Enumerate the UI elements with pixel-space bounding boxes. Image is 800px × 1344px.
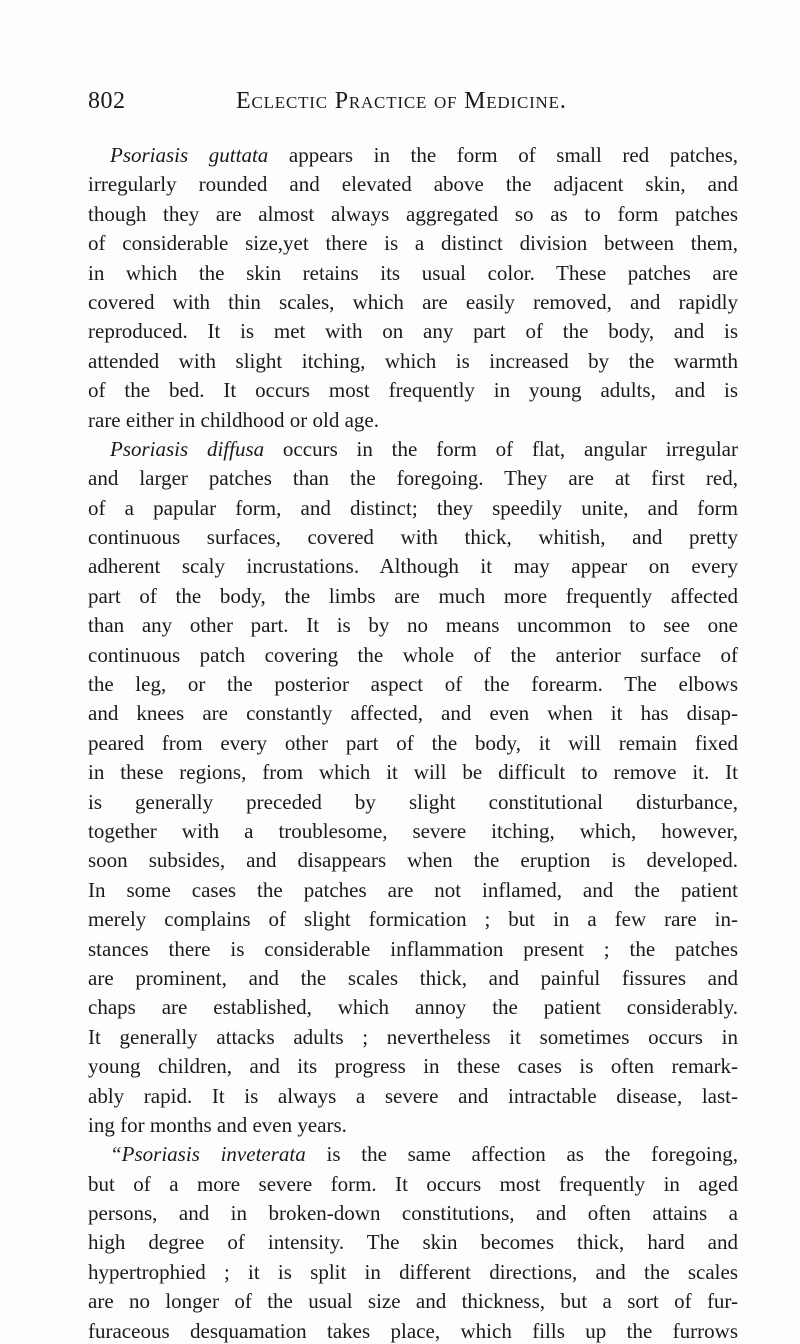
text-line: and knees are constantly affected, and even when it has disap- [88,701,738,726]
text-line: continuous surfaces, covered with thick, whitish, and pretty [88,525,738,550]
term-psoriasis-inveterata: “Psoriasis inveterata [110,1142,306,1167]
text-line: stances there is considerable inflammation present ; the patches [88,936,738,961]
text-line: part of the body, the limbs are much more frequently affected [88,583,738,608]
text-line: continuous patch covering the whole of the anterior surface of [88,642,738,667]
page-body [88,141,738,1344]
paragraph-psoriasis-inveterata [88,1140,738,1344]
text-line: are no longer of the usual size and thickness, but a sort of fur- [88,1289,738,1314]
text-line: merely complains of slight formication ; but in a few rare in- [88,907,738,932]
text-line: in these regions, from which it will be difficult to remove it. It [88,760,738,785]
text-line: hypertrophied ; it is split in different directions, and the scales [88,1259,738,1284]
text-line: “Psoriasis inveterata is the same affection as the foregoing, [110,1142,738,1167]
text-line: persons, and in broken-down constitutions, and often attains a [88,1201,738,1226]
text-line: In some cases the patches are not inflamed, and the patient [88,877,738,902]
text-line: though they are almost always aggregated so as to form patches [88,201,738,226]
text-line: reproduced. It is met with on any part of the body, and is [88,319,738,344]
text-line: than any other part. It is by no means uncommon to see one [88,613,738,638]
text-line: in which the skin retains its usual color. These patches are [88,260,738,285]
text-line: is generally preceded by slight constitutional disturbance, [88,789,738,814]
text-line: irregularly rounded and elevated above the adjacent skin, and [88,172,738,197]
text-line: adherent scaly incrustations. Although it may appear on every [88,554,738,579]
text-line: the leg, or the posterior aspect of the forearm. The elbows [88,672,738,697]
running-head: Eclectic Practice of Medicine. [236,88,567,114]
paragraph-psoriasis-diffusa [88,435,738,1140]
text-line: are prominent, and the scales thick, and painful fissures and [88,965,738,990]
text-line: of a papular form, and distinct; they speedily unite, and form [88,495,738,520]
text-line: high degree of intensity. The skin becomes thick, hard and [88,1230,738,1255]
text-line: furaceous desquamation takes place, which fills up the furrows [88,1318,738,1343]
paragraph-psoriasis-guttata [88,141,738,435]
text-line: rare either in childhood or old age. [88,407,379,432]
text-line: Psoriasis diffusa occurs in the form of flat, angular irregular [110,436,738,461]
text-line: of considerable size,yet there is a distinct division between them, [88,231,738,256]
text-line: It generally attacks adults ; nevertheless it sometimes occurs in [88,1024,738,1049]
text-line: but of a more severe form. It occurs most frequently in aged [88,1171,738,1196]
text-line: covered with thin scales, which are easily removed, and rapidly [88,289,738,314]
page-header [88,88,738,122]
text-line: peared from every other part of the body, it will remain fixed [88,730,738,755]
text-line: and larger patches than the foregoing. They are at first red, [88,466,738,491]
term-psoriasis-diffusa: Psoriasis diffusa [110,436,265,461]
text-line: chaps are established, which annoy the patient considerably. [88,995,738,1020]
page-number: 802 [88,88,126,114]
text-line: soon subsides, and disappears when the eruption is developed. [88,848,738,873]
term-psoriasis-guttata: Psoriasis guttata [110,143,269,167]
text-line: together with a troublesome, severe itching, which, however, [88,818,738,843]
text-line: ably rapid. It is always a severe and intractable disease, last- [88,1083,738,1108]
text-line: of the bed. It occurs most frequently in young adults, and is [88,378,738,403]
text-line: ing for months and even years. [88,1112,347,1137]
text-line: Psoriasis guttata appears in the form of small red patches, [110,143,738,167]
text-line: young children, and its progress in these cases is often remark- [88,1054,738,1079]
text-line: attended with slight itching, which is increased by the warmth [88,348,738,373]
